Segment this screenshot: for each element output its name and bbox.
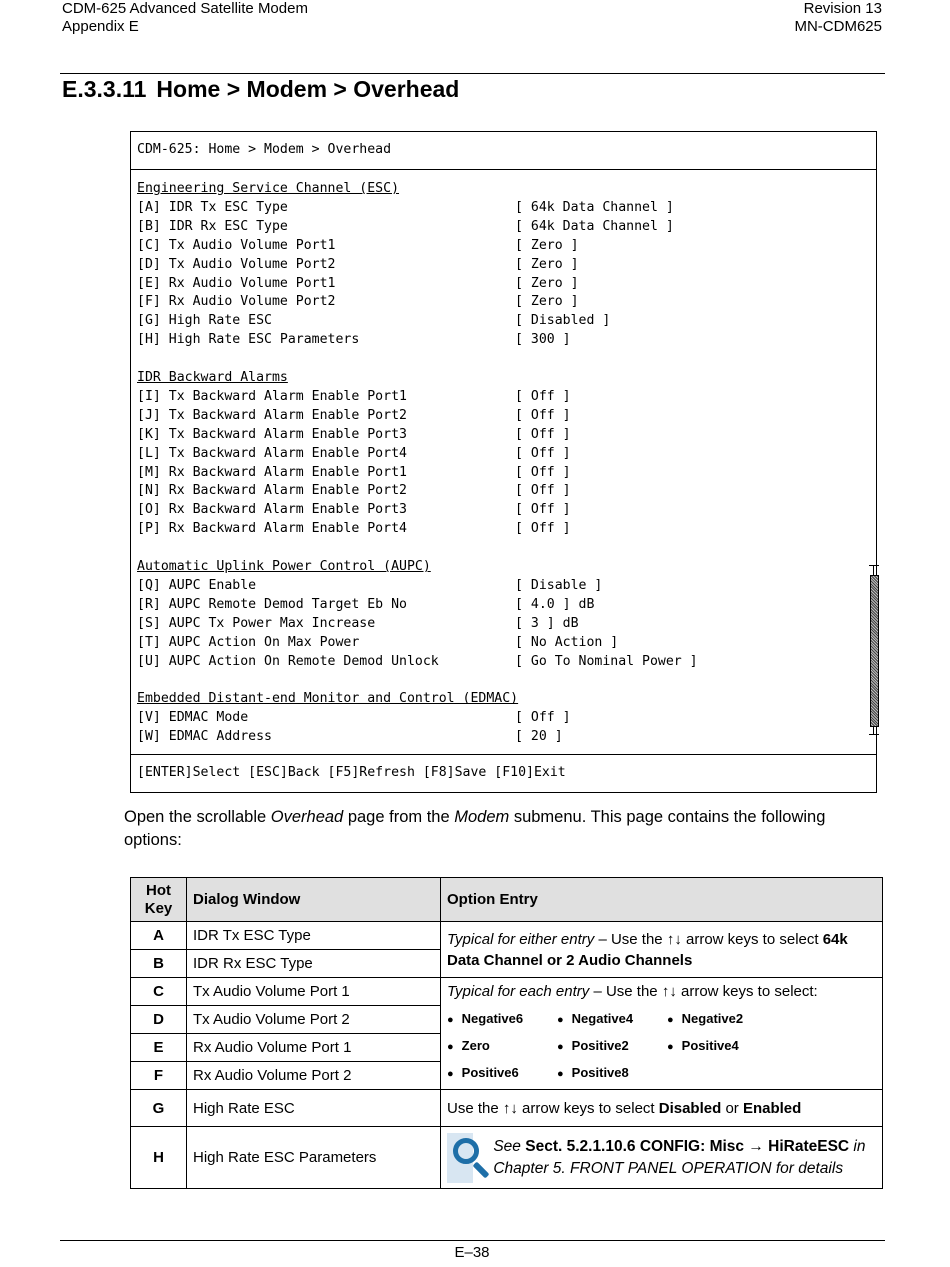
menu-item-label: IDR Backward Alarms (137, 370, 288, 385)
menu-item-label: Engineering Service Channel (ESC) (137, 181, 400, 196)
menu-item-value: [ Disable ] (515, 577, 603, 593)
menu-item-value: [ 4.0 ] dB (515, 596, 595, 612)
volume-option: ● Zero (447, 1033, 557, 1060)
hot-key-cell: G (131, 1090, 187, 1127)
screen-divider-top (131, 169, 876, 170)
option-cell-ab: Typical for either entry – Use the ↑↓ arrow keys to select 64k Data Channel or 2 Audio Channels (441, 922, 883, 978)
screen-section-heading (137, 368, 288, 387)
hot-key-cell: F (131, 1062, 187, 1090)
scrollbar-top-cap (869, 565, 879, 566)
scrollbar-bottom-cap (869, 734, 879, 735)
table-header-row (131, 878, 883, 922)
dialog-cell: IDR Tx ESC Type (187, 922, 441, 950)
screen-menu-item[interactable] (137, 236, 579, 255)
screen-menu-item[interactable] (137, 425, 571, 444)
menu-item-value: [ Off ] (515, 483, 571, 499)
screen-menu-item[interactable] (137, 481, 571, 500)
screen-menu-item[interactable] (137, 444, 571, 463)
menu-item-value: [ Off ] (515, 710, 571, 726)
menu-item-value: [ Zero ] (515, 256, 579, 272)
menu-item-label: [O] Rx Backward Alarm Enable Port3 (137, 502, 407, 518)
menu-item-value: [ Off ] (515, 464, 571, 480)
screen-menu-item[interactable] (137, 708, 571, 727)
screen-menu-item[interactable] (137, 595, 595, 614)
intro-paragraph: Open the scrollable Overhead page from the Modem submenu. This page contains the following options: (124, 808, 826, 849)
option-cell-h: See Sect. 5.2.1.10.6 CONFIG: Misc → HiRateESC in Chapter 5. FRONT PANEL OPERATION for details (441, 1127, 883, 1189)
magnifier-icon (447, 1133, 473, 1183)
table-row (131, 1127, 883, 1189)
option-cell-cf: Typical for each entry – Use the ↑↓ arrow keys to select: ● Negative6 ● Negative4 ● Negative2 ● Zero ● Positive2 ● Positive4 ● Positive6 ● Positive8 (441, 978, 883, 1090)
col-option-entry: Option Entry (441, 878, 883, 922)
table-row (131, 1090, 883, 1127)
table-row (131, 922, 883, 950)
header-product: CDM-625 Advanced Satellite Modem (62, 0, 308, 17)
menu-item-label: Automatic Uplink Power Control (AUPC) (137, 559, 431, 574)
menu-item-label: [M] Rx Backward Alarm Enable Port1 (137, 464, 407, 480)
hot-key-cell: H (131, 1127, 187, 1189)
volume-options-list (447, 1006, 876, 1087)
menu-item-label: [L] Tx Backward Alarm Enable Port4 (137, 445, 407, 461)
menu-item-value: [ Zero ] (515, 237, 579, 253)
menu-item-value: [ 3 ] dB (515, 615, 579, 631)
dialog-cell: High Rate ESC (187, 1090, 441, 1127)
menu-item-label: [I] Tx Backward Alarm Enable Port1 (137, 388, 407, 404)
volume-option: ● Positive2 (557, 1033, 667, 1060)
menu-item-value: [ Off ] (515, 502, 571, 518)
screen-menu-item[interactable] (137, 292, 579, 311)
screen-menu-item[interactable] (137, 406, 571, 425)
hot-key-cell: E (131, 1034, 187, 1062)
options-table (130, 877, 883, 1189)
screen-menu-item[interactable] (137, 576, 603, 595)
screen-menu-item[interactable] (137, 463, 571, 482)
menu-item-label: [W] EDMAC Address (137, 729, 272, 745)
menu-item-value: [ Zero ] (515, 294, 579, 310)
menu-item-label: [T] AUPC Action On Max Power (137, 634, 360, 650)
terminal-screen (130, 131, 877, 793)
screen-menu-item[interactable] (137, 255, 579, 274)
screen-menu-item[interactable] (137, 217, 674, 236)
option-cell-g: Use the ↑↓ arrow keys to select Disabled or Enabled (441, 1090, 883, 1127)
hot-key-cell: B (131, 950, 187, 978)
screen-section-heading (137, 557, 431, 576)
screen-divider-bottom (131, 754, 876, 755)
menu-item-label: Embedded Distant-end Monitor and Control (EDMAC) (137, 691, 519, 707)
table-row (131, 978, 883, 1006)
header-doc-number: MN-CDM625 (794, 18, 882, 35)
volume-option: ● Positive8 (557, 1060, 667, 1087)
hot-key-cell: D (131, 1006, 187, 1034)
menu-item-label: [B] IDR Rx ESC Type (137, 218, 288, 234)
hot-key-cell: A (131, 922, 187, 950)
volume-option: ● Negative2 (667, 1006, 777, 1033)
dialog-cell: High Rate ESC Parameters (187, 1127, 441, 1189)
menu-item-value: [ Off ] (515, 426, 571, 442)
menu-item-label: [H] High Rate ESC Parameters (137, 332, 360, 348)
menu-item-label: [N] Rx Backward Alarm Enable Port2 (137, 483, 407, 499)
hot-key-cell: C (131, 978, 187, 1006)
menu-item-label: [F] Rx Audio Volume Port2 (137, 294, 336, 310)
col-dialog-window: Dialog Window (187, 878, 441, 922)
volume-option: ● Positive4 (667, 1033, 777, 1060)
page-number: E–38 (454, 1244, 490, 1261)
volume-option: ● Negative4 (557, 1006, 667, 1033)
dialog-cell: Tx Audio Volume Port 1 (187, 978, 441, 1006)
menu-item-label: [S] AUPC Tx Power Max Increase (137, 615, 376, 631)
screen-menu-item[interactable] (137, 614, 579, 633)
screen-menu-item[interactable] (137, 387, 571, 406)
screen-menu-item[interactable] (137, 330, 571, 349)
dialog-cell: Tx Audio Volume Port 2 (187, 1006, 441, 1034)
menu-item-label: [C] Tx Audio Volume Port1 (137, 237, 336, 253)
footer-rule (60, 1240, 885, 1241)
menu-item-label: [U] AUPC Action On Remote Demod Unlock (137, 653, 439, 669)
scrollbar-thumb[interactable] (870, 575, 879, 727)
menu-item-value: [ Zero ] (515, 275, 579, 291)
header-rule (60, 73, 885, 74)
screen-menu-item[interactable] (137, 500, 571, 519)
screen-menu-item[interactable] (137, 274, 579, 293)
header-revision: Revision 13 (803, 0, 882, 17)
screen-section-heading (137, 689, 518, 708)
screen-menu-item[interactable] (137, 652, 698, 671)
menu-item-value: [ 64k Data Channel ] (515, 199, 674, 215)
menu-item-label: [R] AUPC Remote Demod Target Eb No (137, 596, 407, 612)
menu-item-label: [E] Rx Audio Volume Port1 (137, 275, 336, 291)
section-number: E.3.3.11 (62, 76, 147, 102)
screen-menu-item[interactable] (137, 519, 571, 538)
menu-item-value: [ Go To Nominal Power ] (515, 653, 698, 669)
screen-title: CDM-625: Home > Modem > Overhead (137, 142, 392, 157)
dialog-cell: IDR Rx ESC Type (187, 950, 441, 978)
menu-item-label: [K] Tx Backward Alarm Enable Port3 (137, 426, 407, 442)
menu-item-value: [ 300 ] (515, 332, 571, 348)
screen-menu-item[interactable] (137, 198, 674, 217)
scrollbar[interactable] (868, 565, 880, 735)
col-hot-key: Hot Key (131, 878, 187, 922)
menu-item-label: [A] IDR Tx ESC Type (137, 199, 288, 215)
menu-item-value: [ Off ] (515, 388, 571, 404)
menu-item-value: [ 64k Data Channel ] (515, 218, 674, 234)
screen-section-heading (137, 179, 399, 198)
section-heading (62, 76, 459, 103)
screen-footer-keys: [ENTER]Select [ESC]Back [F5]Refresh [F8]Save [F10]Exit (137, 765, 566, 780)
menu-item-label: [V] EDMAC Mode (137, 710, 249, 726)
menu-item-label: [Q] AUPC Enable (137, 577, 257, 593)
menu-item-label: [J] Tx Backward Alarm Enable Port2 (137, 407, 407, 423)
dialog-cell: Rx Audio Volume Port 2 (187, 1062, 441, 1090)
menu-item-value: [ Off ] (515, 521, 571, 537)
menu-item-label: [D] Tx Audio Volume Port2 (137, 256, 336, 272)
menu-item-label: [G] High Rate ESC (137, 313, 272, 329)
menu-item-value: [ No Action ] (515, 634, 619, 650)
menu-item-value: [ 20 ] (515, 729, 563, 745)
dialog-cell: Rx Audio Volume Port 1 (187, 1034, 441, 1062)
screen-menu-item[interactable] (137, 633, 619, 652)
volume-option: ● Negative6 (447, 1006, 557, 1033)
screen-menu-item[interactable] (137, 311, 611, 330)
section-title: Home > Modem > Overhead (156, 76, 460, 102)
screen-menu-item[interactable] (137, 727, 563, 746)
volume-option: ● Positive6 (447, 1060, 557, 1087)
menu-item-value: [ Off ] (515, 445, 571, 461)
menu-item-value: [ Off ] (515, 407, 571, 423)
menu-item-value: [ Disabled ] (515, 313, 611, 329)
header-appendix: Appendix E (62, 18, 139, 35)
menu-item-label: [P] Rx Backward Alarm Enable Port4 (137, 521, 407, 537)
